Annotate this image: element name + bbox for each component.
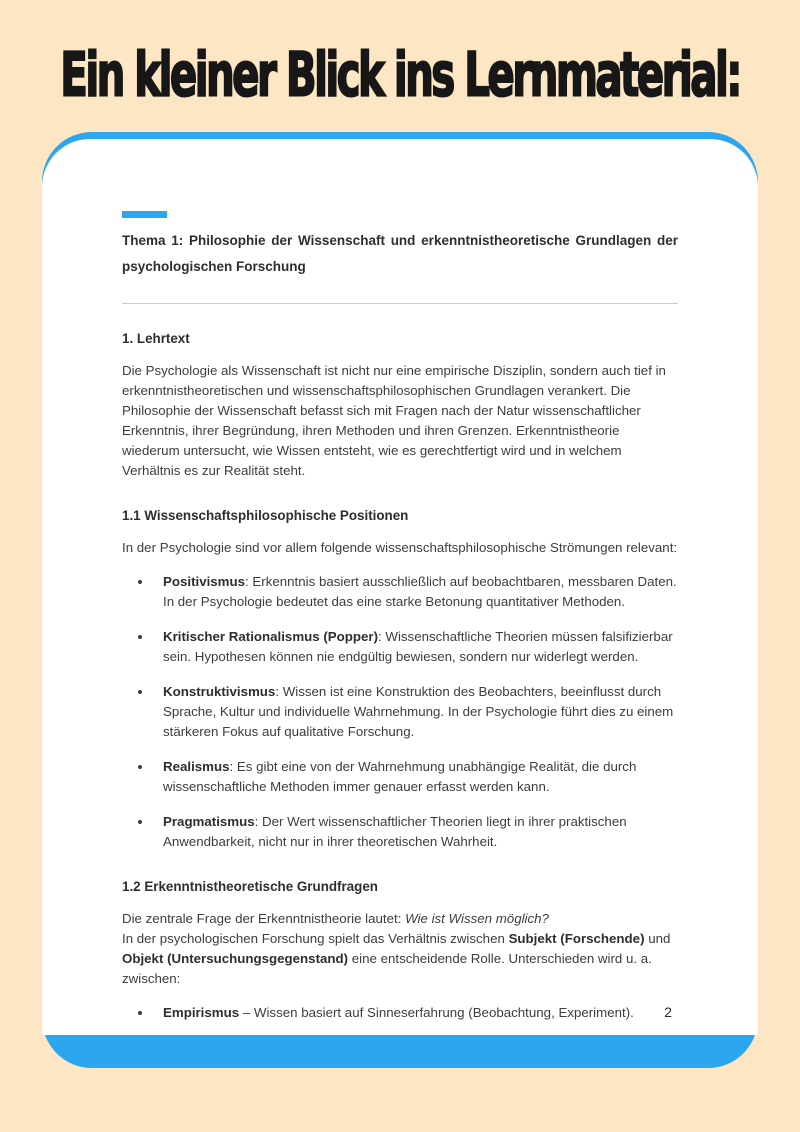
bullet-term: Kritischer Rationalismus (Popper)	[163, 629, 379, 644]
bullet-separator: :	[245, 574, 253, 589]
bullet-separator: :	[275, 684, 283, 699]
bullet-text: Es gibt eine von der Wahrnehmung unabhängige Realität, die durch wissenschaftliche Methoden immer genauer erfasst werden kann.	[163, 759, 637, 794]
topic-heading: Thema 1: Philosophie der Wissenschaft und erkenntnistheoretische Grundlagen der psychologischen Forschung	[122, 233, 678, 274]
bullet-text: Erkenntnis basiert ausschließlich auf beobachtbaren, messbaren Daten. In der Psychologie bedeutet das eine starke Betonung quantitativer Methoden.	[163, 574, 677, 609]
grundfragen-question: Wie ist Wissen möglich?	[405, 911, 549, 926]
page-header	[0, 0, 800, 132]
divider	[122, 303, 678, 304]
grundfragen-objekt: Objekt (Untersuchungsgegenstand)	[122, 951, 349, 966]
grundfragen-paragraph	[122, 909, 678, 989]
bullet-term: Realismus	[163, 759, 230, 774]
lehrtext-paragraph: Die Psychologie als Wissenschaft ist nicht nur eine empirische Disziplin, sondern auch tief in erkenntnistheoretischen und wissenschaftsphilosophischen Grundlagen verankert. Die Philosophie der Wissenschaft befasst sich mit Fragen nach der Natur wissenschaftlicher Erkenntnis, ihrer Begründung, ihren Methoden und ihren Grenzen. Erkenntnistheorie wiederum untersucht, wie Wissen entsteht, wie es gerechtfertigt wird und in welchem Verhältnis es zur Realität steht.	[122, 363, 666, 478]
bullet-term: Positivismus	[163, 574, 246, 589]
grundfragen-list	[122, 1003, 678, 1023]
list-item	[153, 757, 678, 797]
accent-bar	[122, 211, 167, 218]
bullet-separator: :	[254, 814, 263, 829]
grundfragen-line2-part2: und	[644, 931, 671, 946]
section-heading-positionen: 1.1 Wissenschaftsphilosophische Positionen	[122, 508, 409, 523]
positionen-list	[122, 572, 678, 852]
list-item	[153, 682, 678, 742]
list-item	[153, 812, 678, 852]
document-sheet	[42, 139, 758, 1035]
positionen-intro: In der Psychologie sind vor allem folgende wissenschaftsphilosophische Strömungen relevant:	[122, 540, 678, 555]
bullet-text: Wissen basiert auf Sinneserfahrung (Beobachtung, Experiment).	[253, 1005, 634, 1020]
list-item	[153, 572, 678, 612]
grundfragen-line1-lead: Die zentrale Frage der Erkenntnistheorie lautet:	[122, 911, 406, 926]
bullet-text: Wissenschaftliche Theorien müssen falsifizierbar sein. Hypothesen können nie endgültig bewiesen, sondern nur widerlegt werden.	[163, 629, 673, 664]
grundfragen-subjekt: Subjekt (Forschende)	[508, 931, 645, 946]
list-item	[153, 1003, 678, 1023]
bullet-separator: :	[378, 629, 386, 644]
list-item	[153, 627, 678, 667]
bullet-separator: :	[229, 759, 237, 774]
bullet-separator: –	[239, 1005, 254, 1020]
material-preview-card	[42, 132, 758, 1068]
bullet-term: Pragmatismus	[163, 814, 255, 829]
bullet-term: Konstruktivismus	[163, 684, 276, 699]
page-title: Ein kleiner Blick ins Lernmaterial:	[60, 39, 740, 111]
bullet-text: Wissen ist eine Konstruktion des Beobachters, beeinflusst durch Sprache, Kultur und individuelle Wahrnehmung. In der Psychologie führt dies zu einem stärkeren Fokus auf qualitative Forschung.	[163, 684, 674, 739]
grundfragen-line2-part3: eine entscheidende Rolle. Unterschieden wird u. a. zwischen:	[122, 951, 652, 986]
page-number: 2	[664, 1004, 672, 1020]
bullet-term: Empirismus	[163, 1005, 240, 1020]
section-heading-lehrtext: 1. Lehrtext	[122, 331, 190, 346]
bullet-text: Der Wert wissenschaftlicher Theorien liegt in ihrer praktischen Anwendbarkeit, nicht nur in ihrer theoretischen Wahrheit.	[163, 814, 627, 849]
grundfragen-line2-part1: In der psychologischen Forschung spielt das Verhältnis zwischen	[122, 931, 509, 946]
section-heading-grundfragen: 1.2 Erkenntnistheoretische Grundfragen	[122, 879, 378, 894]
